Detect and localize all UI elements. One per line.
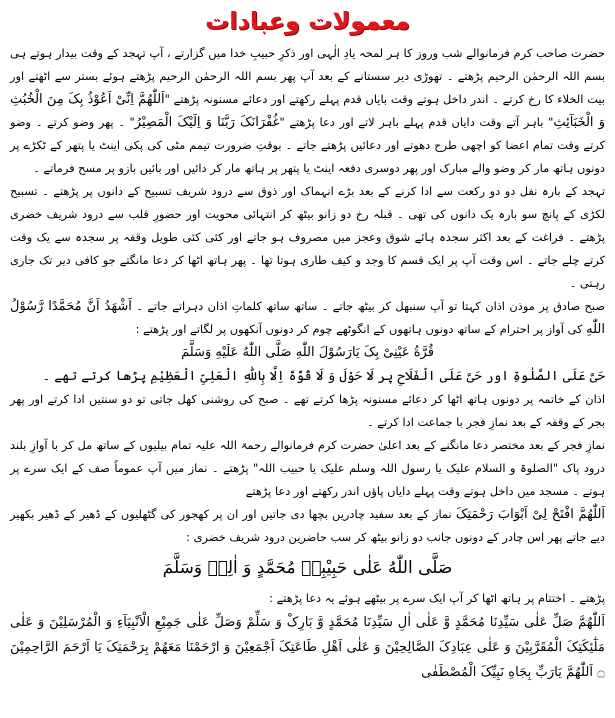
paragraph-tahajjud: تہجد کے بارہ نفل دو دو رکعت سے ادا کرنے کے بعد بڑے انہماک اور ذوق سے درود شریف تسبیح کے دانوں پر پڑھتے ۔ تسبیح لکڑی کے پانچ سو بارہ یک دانوں کی تھی ۔ قبلہ رخ دو زانو بیٹھ کر انتہائی محویت اور حضورِ قلب سے درود شریف خضری پڑھتے ۔ فراغت کے بعد اکثر سجدہ ہائے شوق وعجز میں مصروف ہو جاتے اور کئی کئی طویل وقفہ پر سجدہ سے یک وقت کرتے چلے جاتے ۔ اس وقت آپ پر ایک قسم کا وجد و کیف طاری ہوتا تھا ۔ پھر ہاتھ اٹھا کر دعا مانگتے جو کافی دیر تک جاری رہتی ۔ [10,184,605,290]
paragraph-text: کی آواز پر احترام کے ساتھ دونوں ہاتھوں کے انگوٹھے چوم کر دونوں آنکھوں پر لگاتے اور پڑھتے : [135,322,583,336]
paragraph-text: پڑھتے ۔ نماز میں آپ عموماً صف کے ایک سرے پر ہوتے ۔ مسجد میں داخل ہوتے وقت پہلے دایاں پاؤں اندر رکھتے اور دعا پڑھتے [10,461,605,498]
dua-toilet-exit: غُفْرَانَکَ رَبَّنَا وَ اِلَیْکَ الْمَصِیْرُ [134,115,280,130]
dua-toilet-entry: اَللّٰهُمَّ اِنِّیْ اَعُوْذُ بِکَ مِنَ الْخُبُثِ وَ الْخَبَآئِثِ [10,92,605,130]
paragraph-text: ۔ پھر وضو کرتے ۔ وضو کرتے وقت تمام اعضا کو اچھی طرح دھوتے اور دعائیں پڑھتے جاتے ۔ بوقتِ ضرورت تیمم مٹی کی پکی اینٹ یا پتھر کے ٹکڑے پر دونوں ہاتھ مار کر وضو والے مبارک اور پھر دوسری دفعہ اینٹ یا پتھر پر ہاتھ مار کر دائیں اور بائیں بازو پر مسح فرماتے ۔ [10,115,605,175]
paragraph-night-routine: حضرت صاحب کرم فرمانوالے شب وروز کا ہر لمحہ یادِ الٰہی اور ذکرِ حبیبِ خدا میں گزارتے ، آپ تہجد کے وقت بیدار ہوتے ہی بسم اللہ الرحمٰن الرحیم پڑھتے ۔ تھوڑی دیر سستانے کے بعد آپ پھر بسم اللہ الرحمٰن الرحیم پڑھتے ہوئے بستر سے اٹھتے اور بیت الخلاء کا رخ کرتے ۔ اندر داخل ہوتے وقت بایاں قدم پہلے رکھتے اور دعائے مسنونہ پڑھتے "اَللّٰهُمَّ اِنِّیْ اَعُوْذُ بِکَ مِنَ الْخُبُثِ وَ الْخَبَآئِثِ" باہر آتے وقت دایاں قدم پہلے باہر لاتے اور دعا پڑھتے "غُفْرَانَکَ رَبَّنَا وَ اِلَیْکَ الْمَصِیْرُ" ۔ پھر وضو کرتے ۔ وضو کرتے وقت تمام اعضا کو اچھی طرح دھوتے اور دعائیں پڑھتے جاتے ۔ بوقتِ ضرورت تیمم مٹی کی پکی اینٹ یا پتھر کے ٹکڑے پر دونوں ہاتھ مار کر وضو والے مبارک اور پھر دوسری دفعہ اینٹ یا پتھر پر ہاتھ مار کر دائیں اور بائیں بازو پر مسح فرماتے ۔ [10,46,605,175]
dua-mosque-entry: اَللّٰهُمَّ افْتَحْ لِیْ اَبْوَابَ رَحْمَتِکَ [455,507,606,522]
paragraph-hayya: حَیَّ عَلَی الصَّلٰوةِ اور حَیَّ عَلَی الْفَلَاحِ پر لَا حَوْلَ وَ لَا قُوَّةَ اِلَّا بِاللّٰهِ الْعَلِیِّ الْعَظِیْمِ پڑھا کرتے تھے ۔ [42,369,605,384]
paragraph-text: نمازِ فجر کے بعد مختصر دعا مانگنے کے بعد اعلیٰ حضرت کرم فرمانوالے رحمۃ اللہ علیہ تمام بیلیوں کے ساتھ مل کر با آوازِ بلند درود پاک [10,438,605,475]
paragraph-text: صبح صادق پر موذن اذان کہتا تو آپ سنبھل کر بیٹھ جاتے ۔ ساتھ ساتھ کلماتِ اذان دہراتے جاتے ۔ [136,299,605,313]
dua-final: اَللّٰهُمَّ صَلِّ عَلٰی سَیِّدِنَا مُحَمَّدٍ وَّ عَلٰی اٰلِ سَیِّدِنَا مُحَمَّدٍ وَّ بَارِکْ وَ سَلِّمْ وَصَلِّ عَلٰی جَمِیْعِ الْاَنْبِیَآءِ وَ الْمُرْسَلِیْنَ وَ عَلٰی مَلٰٓئِکَتِکَ الْمُقَرَّبِیْنَ وَ عَلٰی عِبَادِکَ الصَّالِحِیْنَ وَ عَلٰی اَهْلِ طَاعَتِکَ اَجْمَعِیْنَ وَ ارْحَمْنَا مَعَهُمْ بِرَحْمَتِکَ یَا اَرْحَمَ الرَّاحِمِیْنَ ۝ اَللّٰهُمَّ یَارَبِّ بِجَاهِ نَبِیِّکَ الْمُصْطَفٰی [10,615,605,680]
darood-khizri: صَلَّی اللّٰهُ عَلٰی حَبِیْبِهٖ مُحَمَّدٍ وَ اٰلِهٖ وَسَلَّمَ [162,558,453,578]
paragraph-after-fajr: نمازِ فجر کے بعد مختصر دعا مانگنے کے بعد اعلیٰ حضرت کرم فرمانوالے رحمۃ اللہ علیہ تمام بیلیوں کے ساتھ مل کر با آوازِ بلند درود پاک "الصلوۃ و السلام علیک یا رسول اللہ وسلم علیک یا حبیب اللہ" پڑھتے ۔ نماز میں آپ عموماً صف کے ایک سرے پر ہوتے ۔ مسجد میں داخل ہوتے وقت پہلے دایاں پاؤں اندر رکھتے اور دعا پڑھتے [10,438,605,498]
paragraph-text: باہر آتے وقت دایاں قدم پہلے باہر لاتے اور دعا پڑھتے [289,115,544,129]
paragraph-conclusion: پڑھتے ۔ اختتام پر ہاتھ اٹھا کر آپ ایک سرے پر بیٹھے ہوئے یہ دعا پڑھتے : [269,591,605,605]
dua-qurrat-ayni: قُرَّةُ عَیْنِیْ بِکَ یَارَسُوْلَ اللّٰهِ صَلَّی اللّٰهُ عَلَیْهِ وَسَلَّمَ [181,345,434,360]
paragraph-mosque-entry [10,503,605,549]
page-title: معمولات وعبادات [205,7,410,35]
paragraph-text: حضرت صاحب کرم فرمانوالے شب وروز کا ہر لمحہ یادِ الٰہی اور ذکرِ حبیبِ خدا میں گزارتے ، آپ تہجد کے وقت بیدار ہوتے ہی بسم اللہ الرحمٰن الرحیم پڑھتے ۔ تھوڑی دیر سستانے کے بعد آپ پھر بسم اللہ الرحمٰن الرحیم پڑھتے ہوئے بستر سے اٹھتے اور بیت الخلاء کا رخ کرتے ۔ اندر داخل ہوتے وقت بایاں قدم پہلے رکھتے اور دعائے مسنونہ پڑھتے [10,46,605,106]
paragraph-text: نماز کے بعد سفید چادریں بچھا دی جاتیں اور ان پر کھجور کی گٹھلیوں کے ڈھیر کے ڈھیر بکھیر دیے جاتے پھر اس چادر کے دونوں جانب دو زانو بیٹھ کر سب حاضرین درود شریف خضری : [10,507,605,544]
dua-shahada: اَشْهَدُ اَنَّ مُحَمَّدًا رَّسُوْلُ اللّٰهِ [10,299,605,337]
paragraph-fajr-prayer: اذان کے خاتمہ پر دونوں ہاتھ اٹھا کر دعائے مسنونہ پڑھا کرتے تھے ۔ صبح کی روشنی کھل جاتی تو دو سنتیں ادا کرتے اور پھر بجر کے وقفہ کے بعد نمازِ فجر با جماعت ادا کرتے ۔ [10,392,605,429]
paragraph-azan [10,295,605,341]
darood-salam: الصلوۃ و السلام علیک یا رسول اللہ وسلم علیک یا حبیب اللہ [258,461,553,475]
